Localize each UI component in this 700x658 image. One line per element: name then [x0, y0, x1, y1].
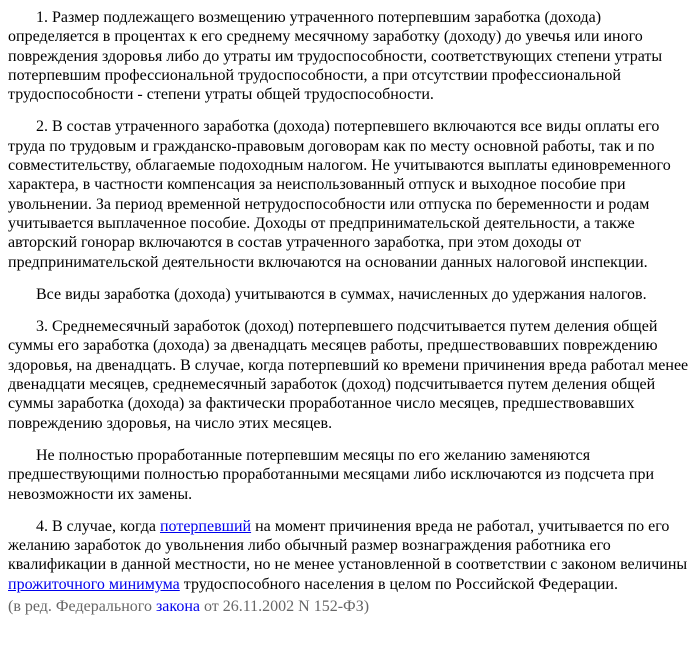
paragraph-2: 2. В состав утраченного заработка (дохода) потерпевшего включаются все виды оплаты его труда по трудовым и гражданско-правовым договорам как по месту основной работы, так и по совместительству, облагаемые подоходным налогом. Не учитываются выплаты единовременного характера, в частности компенсация за неиспользованный отпуск и выходное пособие при увольнении. За период временной нетрудоспособности или отпуска по беременности и родам учитывается выплаченное пособие. Доходы от предпринимательской деятельности, а также авторский гонорар включаются в состав утраченного заработка, при этом доходы от предпринимательской деятельности включаются на основании данных налоговой инспекции. [8, 118, 671, 271]
link-zakon[interactable]: закона [155, 598, 200, 616]
paragraph-3: Все виды заработка (дохода) учитываются в суммах, начисленных до удержания налогов. [36, 285, 647, 303]
paragraph-6: 4. В случае, когда потерпевший на момент причинения вреда не работал, учитывается по его желанию заработок до увольнения либо обычный размер вознаграждения работника его квалификации в данной местности, но не менее установленной в соответствии с законом величины прожиточного минимума трудоспособного населения в целом по Российской Федерации. [8, 517, 688, 593]
link-prozhitochniy-minimum[interactable]: прожиточного минимума [8, 575, 180, 593]
paragraph-4: 3. Среднемесячный заработок (доход) потерпевшего подсчитывается путем деления общей суммы его заработка (дохода) за двенадцать месяцев работы, предшествовавших повреждению здоровья, на двенадцать. В случае, когда потерпевший ко времени причинения вреда работал менее двенадцати месяцев, среднемесячный заработок (доход) подсчитывается путем деления общей суммы заработка (дохода) за фактически проработанное число месяцев, предшествовавших повреждению здоровья, на число этих месяцев. [8, 318, 689, 432]
paragraph-5: Не полностью проработанные потерпевшим месяцы по его желанию заменяются предшествующими полностью проработанными месяцами либо исключаются из подсчета при невозможности их замены. [8, 446, 655, 503]
link-poterpevshiy[interactable]: потерпевший [159, 517, 252, 535]
paragraph-1: 1. Размер подлежащего возмещению утраченного потерпевшим заработка (дохода) определяется в процентах к его среднему месячному заработку (доходу) до увечья или иного повреждения здоровья либо до утраты им трудоспособности, соответствующих степени утраты потерпевшим профессиональной трудоспособности, а при отсутствии профессиональной трудоспособности - степени утраты общей трудоспособности. [8, 9, 663, 104]
amendment-note: (в ред. Федерального закона от 26.11.2002 N 152-ФЗ) [8, 598, 370, 616]
document-body [8, 8, 692, 616]
